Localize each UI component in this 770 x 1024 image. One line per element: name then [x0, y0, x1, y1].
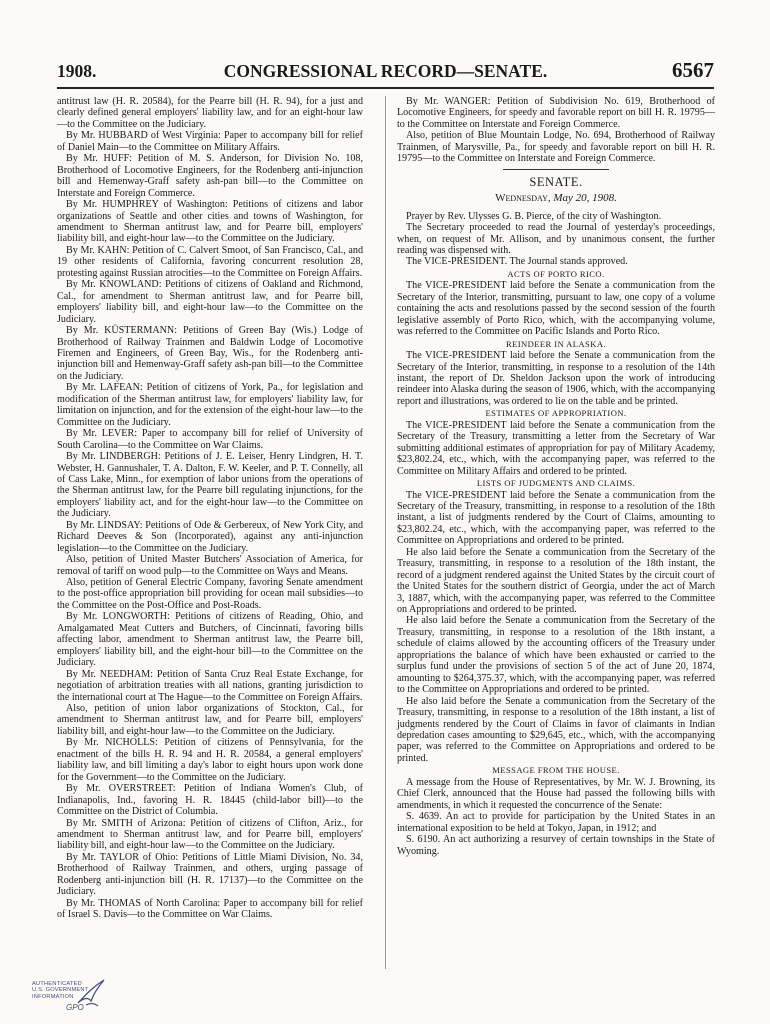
left-paragraph: By Mr. LINDSAY: Petitions of Ode & Gerbereux, of New York City, and Richard Deeves & Son (Incorporated), against any anti-injunction legislation—to the Committee on the Judiciary.	[57, 519, 363, 554]
right-paragraph: By Mr. WANGER: Petition of Subdivision No. 619, Brotherhood of Locomotive Engineers, for speedy and favorable report on bill H. R. 19795—to the Committee on Interstate and Foreign Commerce.	[397, 96, 715, 130]
left-paragraph: By Mr. THOMAS of North Carolina: Paper to accompany bill for relief of Israel S. Davis—to the Committee on War Claims.	[57, 897, 363, 921]
left-paragraph: Also, petition of union labor organizations of Stockton, Cal., for amendment to Sherman antitrust law, and for Pearre bill, employers' liability bill, and eight-hour law—to the Committee on the Judiciary.	[57, 703, 363, 737]
section-heading: LISTS OF JUDGMENTS AND CLAIMS.	[476, 478, 636, 489]
dateline	[397, 193, 715, 204]
section-paragraph: He also laid before the Senate a communication from the Secretary of the Treasury, transmitting, in response to a resolution of the 18th instant, a schedule of claims allowed by the accounting officers of the Treasury under appropriations the balance of which have been exhausted or carried to the surplus fund under the provisions of section 5 of the act of June 20, 1874, amounting to $264,375.37, which, with the accompanying paper, was referred to the Committee on Appropriations and ordered to be printed.	[397, 615, 715, 696]
prayer-paragraph: Prayer by Rev. Ulysses G. B. Pierce, of the city of Washington.	[406, 210, 662, 222]
header-page-number: 6567	[672, 58, 714, 82]
senate-heading: SENATE.	[529, 174, 583, 189]
left-paragraph: By Mr. NEEDHAM: Petition of Santa Cruz Real Estate Exchange, for negotiation of arbitration treaties with all nations, granting jurisdiction to the international court at The Hague—to the Committee on Foreign Affairs.	[57, 668, 363, 703]
left-paragraph: By Mr. LEVER: Paper to accompany bill for relief of University of South Carolina—to the Committee on War Claims.	[57, 428, 363, 451]
section-paragraph: A message from the House of Representatives, by Mr. W. J. Browning, its Chief Clerk, announced that the House had passed the following bills with amendments, in which it requested the concurrence of the Senate:	[397, 776, 715, 811]
left-paragraph: By Mr. LINDBERGH: Petitions of J. E. Leiser, Henry Lindgren, H. T. Webster, H. Gannushaler, T. A. Dalton, F. W. Keeler, and P. T. Connelly, all of Cass Lake, Minn., for exemption of labor unions from the operations of the Sherman antitrust law, for the Pearre bill regulating injunctions, for the employers' liability act, and for the eight-hour law—to the Committee on the Judiciary.	[57, 451, 363, 520]
right-paragraph: Also, petition of Blue Mountain Lodge, No. 694, Brotherhood of Railway Trainmen, of Marysville, Pa., for speedy and favorable report on bill H. R. 19795—to the Committee on Interstate and Foreign Commerce.	[397, 130, 715, 165]
section-heading: REINDEER IN ALASKA.	[506, 338, 606, 349]
left-paragraph: By Mr. HUFF: Petition of M. S. Anderson, for Division No. 108, Brotherhood of Locomotive Engineers, for the Rodenberg anti-injunction bill and Hemenway-Graff safety ash-pan bill—to the Committee on Interstate and Foreign Commerce.	[57, 153, 363, 199]
section-paragraph: He also laid before the Senate a communication from the Secretary of the Treasury, transmitting, in response to a resolution of the 18th instant, a list of judgments rendered by the Court of Claims in favor of claimants in Indian depredation cases amounting to $29,645, etc., which, with the accompanying paper, was referred to the Committee on Appropriations and ordered to be printed.	[397, 695, 715, 764]
left-paragraph: By Mr. TAYLOR of Ohio: Petitions of Little Miami Division, No. 34, Brotherhood of Railway Trainmen, and others, urging passage of Rodenberg anti-injunction bill (H. R. 17137)—to the Committee on the Judiciary.	[57, 851, 363, 898]
left-paragraph: By Mr. LONGWORTH: Petitions of citizens of Reading, Ohio, and Amalgamated Meat Cutters and Butchers, of Cincinnati, favoring bills affecting labor, amendment to Sherman antitrust law, the Pearre bill, employers' liability bill, and the eight-hour bill—to the Committee on the Judiciary.	[57, 611, 363, 669]
left-paragraph: By Mr. SMITH of Arizona: Petition of citizens of Clifton, Ariz., for amendment to Sherman antitrust law, and for Pearre bill, employers' liability bill, and eight-hour law—to the Committee on the Judiciary.	[57, 817, 363, 852]
dateline-day: Wednesday,	[495, 192, 551, 205]
authenticated-gpo-seal	[30, 977, 112, 1015]
section-paragraph: S. 4639. An act to provide for participation by the United States in an international exposition to be held at Tokyo, Japan, in 1912; and	[397, 811, 715, 834]
left-column	[57, 96, 363, 921]
right-column	[397, 96, 715, 857]
section-paragraph: He also laid before the Senate a communication from the Secretary of the Treasury, transmitting, in response to a resolution of the 18th instant, the record of a judgment rendered against the United States by the circuit court of the United States for the southern district of Georgia, under the act of March 3, 1887, which, with the accompanying paper, was referred to the Committee on Appropriations and ordered to be printed.	[397, 546, 715, 616]
section-heading: ACTS OF PORTO RICO.	[507, 268, 605, 279]
left-paragraph: By Mr. HUMPHREY of Washington: Petitions of citizens and labor organizations of Seattle and other cities and towns of Washington, for amendment to Sherman antitrust law, and for Pearre bill, employers' liability bill, and eight-hour law—to the Committee on the Judiciary.	[57, 199, 363, 245]
section-paragraph: The VICE-PRESIDENT laid before the Senate a communication from the Secretary of the Interior, transmitting, pursuant to law, one copy of a volume containing the acts and resolutions passed by the second session of the fourth legislative assembly of Porto Rico, which, with the accompanying volume, was referred to the Committee on Pacific Islands and Porto Rico.	[397, 280, 715, 338]
left-paragraph: By Mr. KAHN: Petition of C. Calvert Smoot, of San Francisco, Cal., and 19 other residents of California, favoring concurrent resolution 28, protesting against Russian atrocities—to the Committee on Foreign Affairs.	[57, 244, 363, 279]
section-heading: ESTIMATES OF APPROPRIATION.	[485, 408, 627, 419]
left-paragraph: By Mr. OVERSTREET: Petition of Indiana Women's Club, of Indianapolis, Ind., favoring H. R. 18445 (child-labor bill)—to the Committee on the District of Columbia.	[57, 783, 363, 818]
column-divider	[385, 96, 386, 969]
header-title: CONGRESSIONAL RECORD—SENATE.	[223, 61, 548, 81]
left-paragraph: By Mr. HUBBARD of West Virginia: Paper to accompany bill for relief of Daniel Main—to the Committee on Military Affairs.	[57, 130, 363, 153]
section-paragraph: The VICE-PRESIDENT laid before the Senate a communication from the Secretary of the Interior, transmitting, in response to a resolution of the 14th instant, the report of Dr. Sheldon Jackson upon the work of introducing reindeer into Alaska during the season of 1906, which, with the accompanying report and illustrations, was ordered to lie on the table and be printed.	[397, 350, 715, 407]
left-paragraph: Also, petition of United Master Butchers' Association of America, for removal of tariff on wood pulp—to the Committee on Ways and Means.	[57, 554, 363, 577]
authenticated-text	[32, 981, 88, 1000]
journal-approved-paragraph: The VICE-PRESIDENT. The Journal stands approved.	[406, 256, 628, 268]
section-paragraph: The VICE-PRESIDENT laid before the Senate a communication from the Secretary of the Treasury, transmitting, in response to a resolution of the 18th instant, a list of judgments rendered by the Court of Claims, amounting to $23,802.24, etc., which, with the accompanying paper, was referred to the Committee on Appropriations and ordered to be printed.	[397, 489, 715, 547]
left-paragraph: By Mr. KÜSTERMANN: Petitions of Green Bay (Wis.) Lodge of Brotherhood of Railway Trainmen and Baldwin Lodge of Locomotive Firemen and Engineers, of Green Bay, Wis., for the Rodenberg anti-injunction bill and Hemenway-Graff safety ash-pan bill—to the Committee on the Judiciary.	[57, 325, 363, 382]
left-paragraph: By Mr. KNOWLAND: Petitions of citizens of Oakland and Richmond, Cal., for amendment to Sherman antitrust law, and for Pearre bill, employers' liability bill, and eight-hour law—to the Committee on the Judiciary.	[57, 279, 363, 325]
page-header	[57, 58, 714, 89]
section-rule	[503, 169, 609, 170]
journal-paragraph: The Secretary proceeded to read the Journal of yesterday's proceedings, when, on request of Mr. Allison, and by unanimous consent, the further reading was dispensed with.	[397, 222, 715, 256]
auth-line: AUTHENTICATED	[32, 981, 82, 987]
gpo-label: GPO	[66, 1003, 84, 1012]
section-heading: MESSAGE FROM THE HOUSE.	[492, 765, 620, 776]
section-paragraph: S. 6190. An act authorizing a resurvey of certain townships in the State of Wyoming.	[397, 834, 715, 857]
dateline-date: May 20, 1908.	[553, 192, 617, 205]
auth-line: INFORMATION	[32, 993, 74, 1000]
auth-line: U.S. GOVERNMENT	[32, 987, 89, 994]
left-paragraph: By Mr. NICHOLLS: Petition of citizens of Pennsylvania, for the enactment of the bills H. R. 94 and H. R. 20584, a general employers' liability law, and bill limiting a day's labor to eight hours upon work done for the Government—to the Committee on the Judiciary.	[57, 737, 363, 783]
header-year: 1908.	[57, 61, 97, 81]
left-paragraph: antitrust law (H. R. 20584), for the Pearre bill (H. R. 94), for a just and clearly defined general employers' liability law, and for an eight-hour law—to the Committee on the Judiciary.	[57, 96, 363, 130]
left-paragraph: By Mr. LAFEAN: Petition of citizens of York, Pa., for legislation and modification of the Sherman antitrust law, for employers' liability law, for limitation on injunction, and for the extension of the eight-hour law—to the Committee on the Judiciary.	[57, 382, 363, 428]
section-paragraph: The VICE-PRESIDENT laid before the Senate a communication from the Secretary of the Treasury, transmitting a letter from the Secretary of War submitting additional estimates of appropriation for pay of Military Academy, $23,802.24, etc., which, with the accompanying paper, was referred to the Committee on Military Affairs and ordered to be printed.	[397, 419, 715, 477]
left-paragraph: Also, petition of General Electric Company, favoring Senate amendment to the post-office appropriation bill providing for ocean mail subsidies—to the Committee on the Post-Office and Post-Roads.	[57, 577, 363, 611]
